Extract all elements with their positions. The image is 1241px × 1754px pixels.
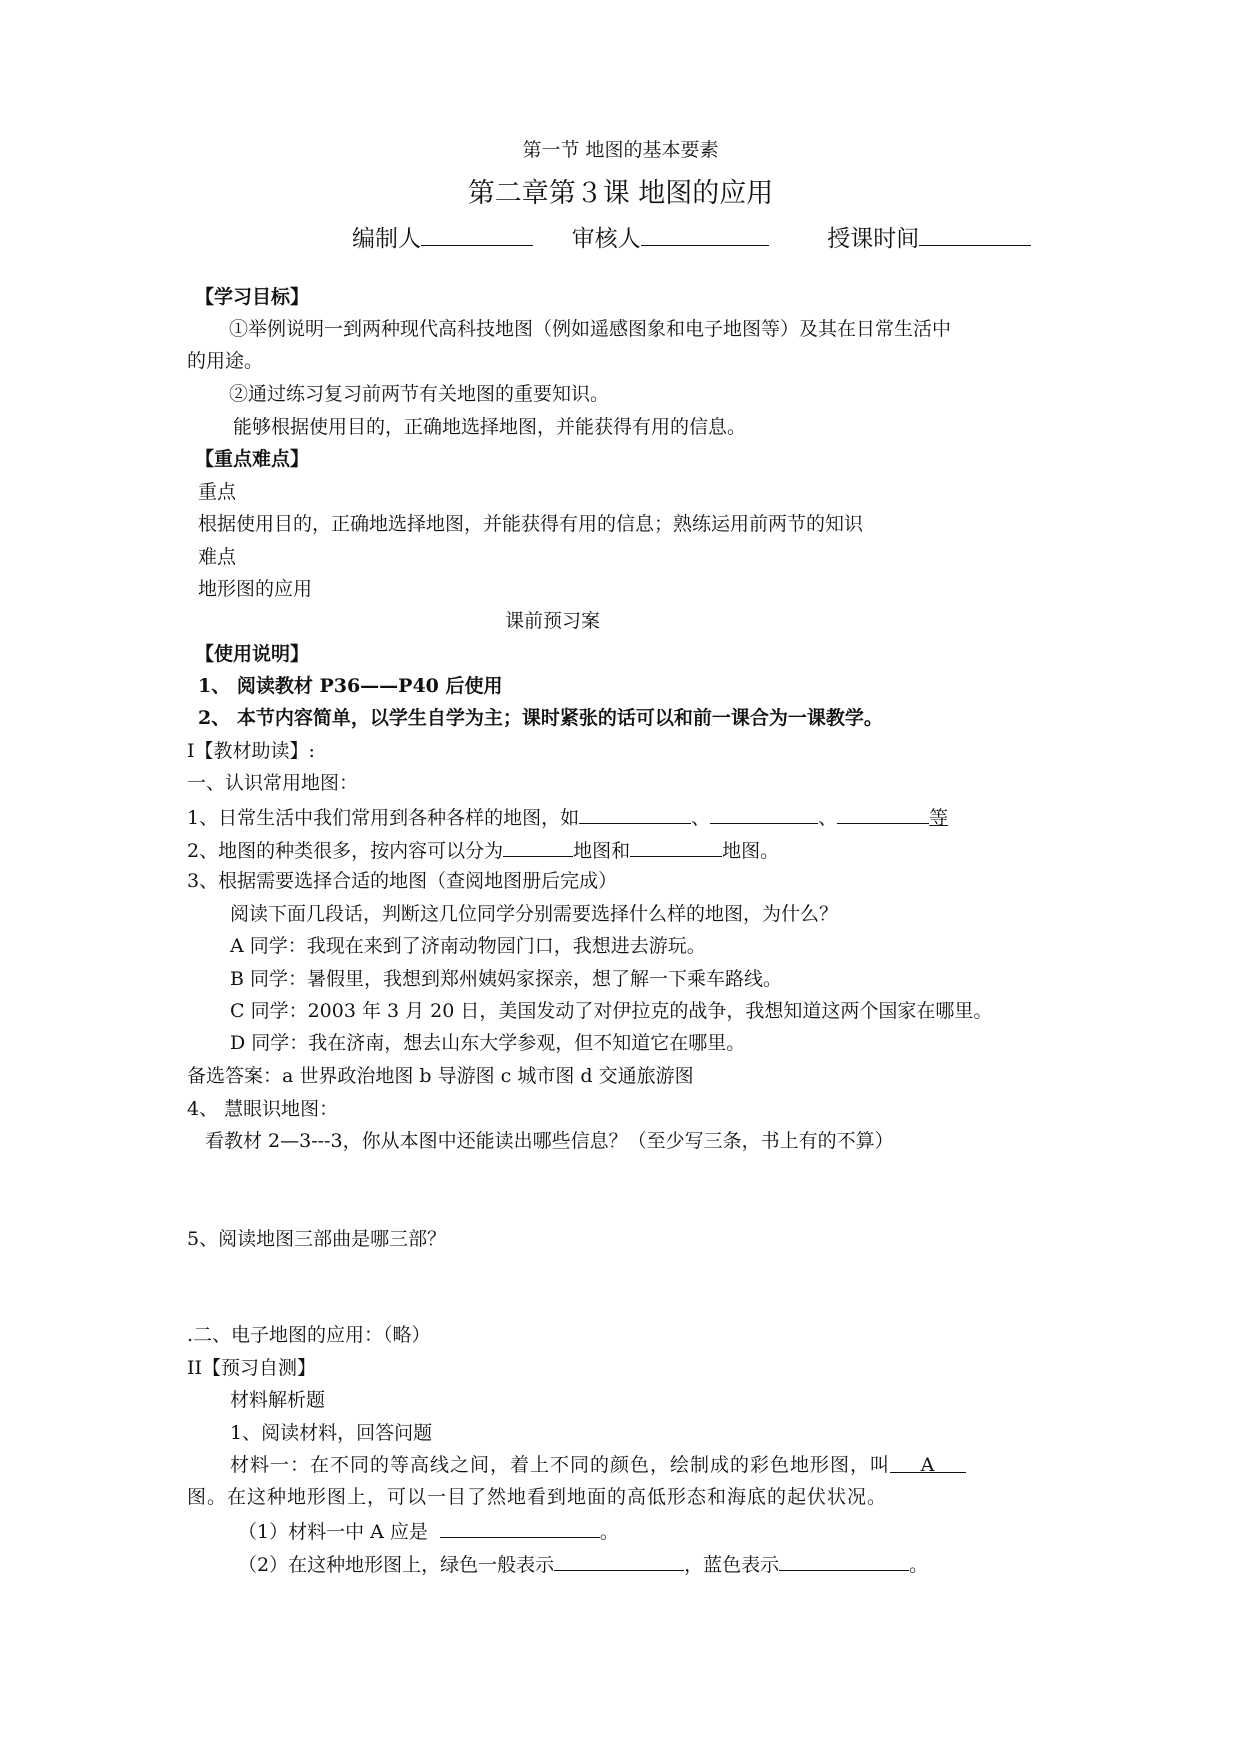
part-2-heading: .二、电子地图的应用：（略） — [187, 1324, 431, 1346]
usage-heading: 【使用说明】 — [195, 643, 310, 665]
question-1-blank-2 — [710, 803, 818, 824]
subquestion-2 — [238, 1550, 928, 1578]
subquestion-1-end: 。 — [599, 1521, 619, 1543]
question-1-end: 等 — [929, 807, 949, 829]
goal-1b: 的用途。 — [187, 350, 264, 372]
question-2-blank-1 — [503, 836, 573, 857]
subquestion-2-text-a: （2）在这种地形图上，绿色一般表示 — [238, 1554, 555, 1576]
editor-label: 编制人 — [352, 226, 421, 252]
question-3-intro: 阅读下面几段话，判断这几位同学分别需要选择什么样的地图，为什么？ — [230, 903, 839, 925]
question-3: 3、根据需要选择合适的地图（查阅地图册后完成） — [187, 870, 618, 892]
material-line-2: 图。在这种地形图上，可以一目了然地看到地面的高低形态和海底的起伏状况。 — [187, 1486, 888, 1508]
question-2-text-c: 地图。 — [722, 840, 780, 862]
section-heading: 第一节 地图的基本要素 — [522, 139, 719, 161]
material-text-a: 材料一：在不同的等高线之间，着上不同的颜色，绘制成的彩色地形图，叫 — [230, 1454, 891, 1476]
editor-blank — [421, 225, 533, 246]
page-title: 第二章第３课 地图的应用 — [467, 178, 774, 209]
question-1-blank-3 — [837, 803, 929, 824]
selftest-subheading: 材料解析题 — [230, 1389, 326, 1411]
goals-heading: 【学习目标】 — [195, 286, 310, 308]
preview-title: 课前预习案 — [505, 610, 601, 632]
goal-2: ②通过练习复习前两节有关地图的重要知识。 — [229, 383, 610, 405]
reviewer-blank — [641, 225, 769, 246]
question-1-text: 1、日常生活中我们常用到各种各样的地图，如 — [187, 807, 580, 829]
subquestion-2-text-b: ，蓝色表示 — [684, 1554, 780, 1576]
subquestion-2-blank-2 — [779, 1550, 909, 1571]
selftest-heading: II【预习自测】 — [187, 1357, 317, 1379]
question-5: 5、阅读地图三部曲是哪三部？ — [187, 1228, 447, 1250]
question-2-blank-2 — [630, 836, 722, 857]
material-blank-text: A — [920, 1454, 936, 1476]
staff-line — [352, 224, 1031, 254]
material-line-1 — [230, 1452, 966, 1478]
subquestion-2-end: 。 — [909, 1554, 929, 1576]
subquestion-1-text: （1）材料一中 A 应是 — [238, 1521, 428, 1543]
question-2-text-a: 2、地图的种类很多，按内容可以分为 — [187, 840, 504, 862]
textbook-heading: I【教材助读】: — [187, 740, 315, 762]
subquestion-1 — [238, 1517, 619, 1545]
question-1 — [187, 803, 948, 831]
question-1-sep-2: 、 — [818, 807, 838, 829]
question-2 — [187, 836, 779, 864]
reviewer-label: 审核人 — [571, 226, 641, 252]
key-text: 根据使用目的，正确地选择地图，并能获得有用的信息；熟练运用前两节的知识 — [198, 513, 864, 535]
student-c: C 同学：2003 年 3 月 20 日，美国发动了对伊拉克的战争，我想知道这两个国家在哪里。 — [230, 1000, 993, 1022]
time-label: 授课时间 — [827, 226, 920, 252]
goal-3: 能够根据使用目的，正确地选择地图，并能获得有用的信息。 — [233, 416, 747, 438]
material-blank — [890, 1452, 966, 1476]
usage-2: 2、 本节内容简单，以学生自学为主；课时紧张的话可以和前一课合为一课教学。 — [198, 707, 883, 729]
key-label: 重点 — [198, 481, 237, 503]
question-4: 4、 慧眼识地图： — [187, 1098, 339, 1120]
question-2-text-b: 地图和 — [573, 840, 631, 862]
usage-1: 1、 阅读教材 P36——P40 后使用 — [198, 675, 503, 697]
difficulty-label: 难点 — [198, 546, 237, 568]
selftest-question-1: 1、阅读材料，回答问题 — [230, 1422, 433, 1444]
time-blank — [919, 225, 1031, 246]
answer-options: 备选答案：a 世界政治地图 b 导游图 c 城市图 d 交通旅游图 — [187, 1065, 694, 1087]
student-d: D 同学：我在济南，想去山东大学参观，但不知道它在哪里。 — [230, 1032, 746, 1054]
student-a: A 同学：我现在来到了济南动物园门口，我想进去游玩。 — [230, 935, 706, 957]
part-1-heading: 一、认识常用地图： — [187, 772, 359, 794]
subquestion-2-blank-1 — [554, 1550, 684, 1571]
goal-1a: ①举例说明一到两种现代高科技地图（例如遥感图象和电子地图等）及其在日常生活中 — [229, 318, 952, 340]
keys-heading: 【重点难点】 — [195, 448, 310, 470]
question-1-sep-1: 、 — [691, 807, 711, 829]
question-4-text: 看教材 2—3---3，你从本图中还能读出哪些信息？（至少写三条，书上有的不算） — [205, 1130, 894, 1152]
question-1-blank-1 — [579, 803, 691, 824]
difficulty-text: 地形图的应用 — [198, 578, 313, 600]
subquestion-1-blank — [440, 1517, 600, 1538]
student-b: B 同学：暑假里，我想到郑州姨妈家探亲，想了解一下乘车路线。 — [230, 968, 783, 990]
